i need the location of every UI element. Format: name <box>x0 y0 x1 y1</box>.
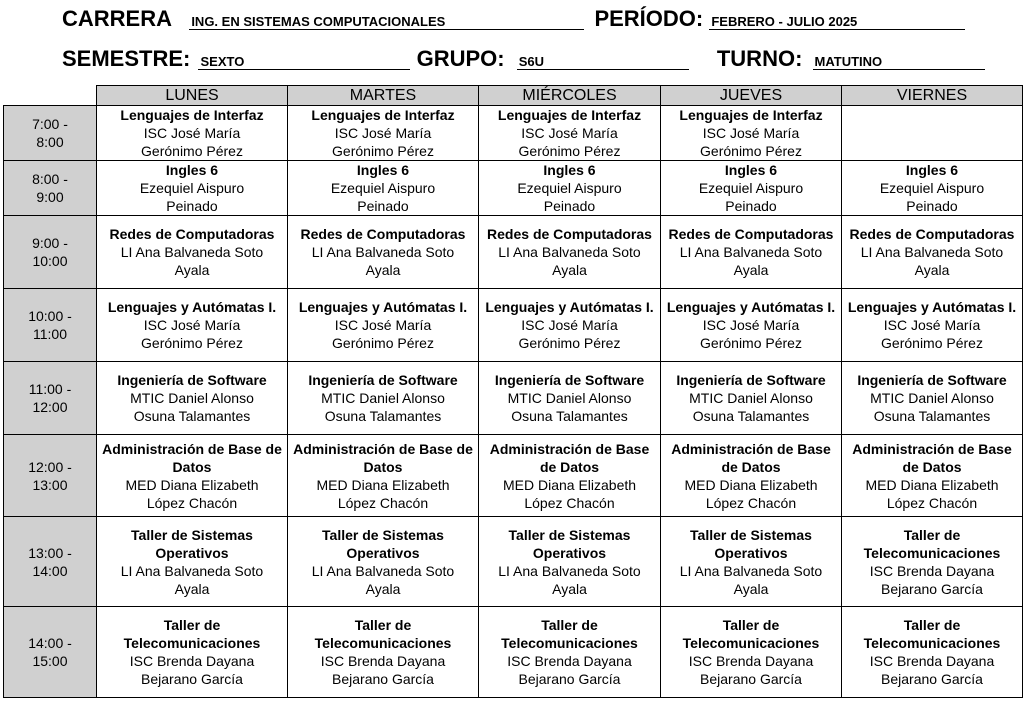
professor-name: ISC José María <box>334 317 432 333</box>
class-cell <box>661 106 842 161</box>
professor-name: LI Ana Balvaneda Soto <box>311 562 455 579</box>
professor-name: López Chacón <box>337 494 429 511</box>
schedule-row <box>4 216 1023 289</box>
time-slot <box>4 289 97 362</box>
professor-name: Gerónimo Pérez <box>332 335 434 351</box>
subject-name: Taller de Sistemas Operativos <box>508 526 631 561</box>
turno-value: MATUTINO <box>813 54 985 70</box>
schedule-row <box>4 362 1023 435</box>
subject-name: Ingles 6 <box>724 162 778 178</box>
class-cell <box>97 517 288 607</box>
subject-name: Ingeniería de Software <box>857 372 1007 388</box>
professor-name: López Chacón <box>705 494 797 511</box>
subject-name: Redes de Computadoras <box>668 226 834 242</box>
professor-name: ISC Brenda Dayana <box>507 653 632 669</box>
time-slot-line: 11:00 <box>33 326 67 342</box>
class-cell <box>288 607 479 698</box>
professor-name: Ayala <box>552 262 587 278</box>
subject-name: Ingles 6 <box>543 162 596 178</box>
class-cell <box>842 161 1023 216</box>
professor-name: Gerónimo Pérez <box>141 143 243 159</box>
professor-name: ISC José María <box>143 125 241 141</box>
class-cell <box>842 362 1023 435</box>
class-cell <box>661 362 842 435</box>
professor-name: LI Ana Balvaneda Soto <box>120 562 264 579</box>
header-row-2 <box>62 46 985 72</box>
professor-name: Bejarano García <box>518 671 621 687</box>
subject-name: Ingeniería de Software <box>494 372 645 388</box>
header-row-1 <box>62 6 965 32</box>
professor-name: Osuna Talamantes <box>133 408 251 424</box>
class-cell <box>661 607 842 698</box>
class-cell <box>842 517 1023 607</box>
professor-name: Bejarano García <box>141 671 243 687</box>
subject-name: Ingeniería de Software <box>676 372 826 388</box>
subject-name: Lenguajes de Interfaz <box>679 107 823 123</box>
professor-name: Bejarano García <box>332 671 434 687</box>
class-cell <box>479 161 661 216</box>
class-cell <box>288 435 479 517</box>
subject-name: Ingles 6 <box>165 162 219 178</box>
semestre-label: SEMESTRE: <box>62 46 191 71</box>
professor-name: ISC Brenda Dayana <box>688 653 814 669</box>
time-slot-line: 14:00 <box>32 562 68 579</box>
time-slot-line: 9:00 <box>36 189 64 205</box>
subject-name: Taller de Telecomunicaciones <box>501 617 638 651</box>
class-cell <box>479 435 661 517</box>
day-header: JUEVES <box>661 86 842 106</box>
class-cell <box>97 106 288 161</box>
subject-name: Taller de Telecomunicaciones <box>863 526 1001 561</box>
subject-name: Taller de Telecomunicaciones <box>314 617 452 651</box>
professor-name: Ayala <box>174 580 210 597</box>
subject-name: Lenguajes y Autómatas I. <box>485 299 654 315</box>
professor-name: Peinado <box>166 198 218 214</box>
subject-name: Administración de Base de Datos <box>489 440 650 475</box>
professor-name: Ayala <box>914 262 950 278</box>
professor-name: LI Ana Balvaneda Soto <box>498 244 641 260</box>
class-cell <box>288 362 479 435</box>
professor-name: MED Diana Elizabeth <box>865 476 999 493</box>
time-slot-line: 12:00 <box>32 399 68 415</box>
professor-name: Osuna Talamantes <box>692 408 810 424</box>
class-cell <box>479 607 661 698</box>
time-slot <box>4 517 97 607</box>
professor-name: Ezequiel Aispuro <box>879 180 985 196</box>
class-cell <box>479 362 661 435</box>
subject-name: Administración de Base de Datos <box>852 440 1012 475</box>
professor-name: Gerónimo Pérez <box>332 143 434 159</box>
class-cell <box>97 161 288 216</box>
class-cell <box>842 216 1023 289</box>
professor-name: Ayala <box>365 262 401 278</box>
schedule-table <box>3 85 1023 698</box>
day-header: VIERNES <box>842 86 1023 106</box>
subject-name: Administración de Base de Datos <box>671 440 831 475</box>
schedule-row <box>4 106 1023 161</box>
class-cell <box>479 517 661 607</box>
subject-name: Lenguajes y Autómatas I. <box>298 299 468 315</box>
professor-name: MTIC Daniel Alonso <box>870 390 994 406</box>
professor-name: Peinado <box>543 198 596 214</box>
professor-name: ISC Brenda Dayana <box>869 653 995 669</box>
class-cell <box>842 106 1023 161</box>
professor-name: Osuna Talamantes <box>873 408 991 424</box>
class-cell <box>661 216 842 289</box>
class-cell <box>288 289 479 362</box>
day-header: MIÉRCOLES <box>479 86 661 106</box>
schedule-row <box>4 289 1023 362</box>
time-slot <box>4 106 97 161</box>
professor-name: ISC José María <box>883 317 981 333</box>
professor-name: LI Ana Balvaneda Soto <box>679 244 823 260</box>
professor-name: Peinado <box>357 198 409 214</box>
time-slot-line: 8:00 - <box>32 171 68 187</box>
class-cell <box>97 289 288 362</box>
professor-name: Ezequiel Aispuro <box>330 180 436 196</box>
subject-name: Taller de Telecomunicaciones <box>682 617 820 651</box>
carrera-label: CARRERA <box>62 6 172 31</box>
professor-name: MTIC Daniel Alonso <box>507 390 632 406</box>
professor-name: Gerónimo Pérez <box>700 335 802 351</box>
periodo-label: PERÍODO: <box>594 6 704 31</box>
professor-name: ISC Brenda Dayana <box>320 653 446 669</box>
grupo-value: S6U <box>517 54 689 70</box>
subject-name: Lenguajes de Interfaz <box>311 107 455 123</box>
schedule-row <box>4 435 1023 517</box>
time-slot-line: 11:00 - <box>28 381 72 397</box>
professor-name: Gerónimo Pérez <box>518 335 621 351</box>
subject-name: Lenguajes y Autómatas I. <box>666 299 836 315</box>
class-cell <box>661 161 842 216</box>
time-slot-line: 7:00 - <box>32 116 68 132</box>
class-cell <box>97 216 288 289</box>
professor-name: MTIC Daniel Alonso <box>130 390 254 406</box>
professor-name: Bejarano García <box>881 580 983 597</box>
professor-name: LI Ana Balvaneda Soto <box>679 562 823 579</box>
subject-name: Administración de Base de Datos <box>102 440 282 475</box>
subject-name: Taller de Sistemas Operativos <box>690 526 812 561</box>
professor-name: ISC José María <box>143 317 241 333</box>
time-slot <box>4 607 97 698</box>
professor-name: Ayala <box>552 580 587 597</box>
time-slot <box>4 161 97 216</box>
corner-cell <box>4 86 97 106</box>
time-slot-line: 10:00 <box>32 253 68 269</box>
professor-name: ISC José María <box>521 125 618 141</box>
class-cell <box>661 517 842 607</box>
grupo-label: GRUPO: <box>416 46 505 71</box>
professor-name: Gerónimo Pérez <box>700 143 802 159</box>
subject-name: Taller de Sistemas Operativos <box>322 526 444 561</box>
class-cell <box>479 289 661 362</box>
professor-name: Osuna Talamantes <box>511 408 628 424</box>
subject-name: Taller de Telecomunicaciones <box>123 617 261 651</box>
professor-name: MED Diana Elizabeth <box>316 476 450 493</box>
subject-name: Ingles 6 <box>356 162 410 178</box>
professor-name: Ayala <box>365 580 401 597</box>
subject-name: Redes de Computadoras <box>849 226 1015 242</box>
subject-name: Ingeniería de Software <box>308 372 458 388</box>
day-header-row <box>4 86 1023 106</box>
professor-name: ISC Brenda Dayana <box>129 653 255 669</box>
professor-name: MTIC Daniel Alonso <box>321 390 445 406</box>
subject-name: Lenguajes y Autómatas I. <box>107 299 277 315</box>
time-slot-line: 9:00 - <box>32 235 68 251</box>
subject-name: Taller de Telecomunicaciones <box>863 617 1001 651</box>
professor-name: Gerónimo Pérez <box>141 335 243 351</box>
schedule-row <box>4 607 1023 698</box>
time-slot <box>4 216 97 289</box>
professor-name: LI Ana Balvaneda Soto <box>498 562 641 579</box>
class-cell <box>842 435 1023 517</box>
class-cell <box>479 216 661 289</box>
professor-name: Ezequiel Aispuro <box>698 180 804 196</box>
subject-name: Taller de Sistemas Operativos <box>131 526 253 561</box>
professor-name: Peinado <box>725 198 777 214</box>
class-cell <box>661 435 842 517</box>
subject-name: Ingeniería de Software <box>117 372 267 388</box>
day-header: LUNES <box>97 86 288 106</box>
professor-name: Ayala <box>733 580 769 597</box>
professor-name: Bejarano García <box>881 671 983 687</box>
professor-name: Ayala <box>174 262 210 278</box>
subject-name: Redes de Computadoras <box>109 226 275 242</box>
professor-name: ISC José María <box>334 125 432 141</box>
time-slot <box>4 435 97 517</box>
time-slot-line: 13:00 <box>32 476 68 493</box>
subject-name: Ingles 6 <box>905 162 959 178</box>
professor-name: LI Ana Balvaneda Soto <box>120 244 264 260</box>
day-header: MARTES <box>288 86 479 106</box>
professor-name: Bejarano García <box>700 671 802 687</box>
time-slot-line: 14:00 - <box>28 635 72 651</box>
schedule-row <box>4 161 1023 216</box>
professor-name: Gerónimo Pérez <box>518 143 621 159</box>
professor-name: López Chacón <box>146 494 238 511</box>
periodo-value: FEBRERO - JULIO 2025 <box>709 14 965 30</box>
professor-name: Ezequiel Aispuro <box>139 180 245 196</box>
time-slot-line: 10:00 - <box>28 308 72 324</box>
class-cell <box>288 106 479 161</box>
class-cell <box>97 607 288 698</box>
time-slot <box>4 362 97 435</box>
professor-name: Ezequiel Aispuro <box>517 180 622 196</box>
class-cell <box>479 106 661 161</box>
subject-name: Lenguajes y Autómatas I. <box>847 299 1017 315</box>
class-cell <box>97 435 288 517</box>
schedule-row <box>4 517 1023 607</box>
professor-name: LI Ana Balvaneda Soto <box>311 244 455 260</box>
professor-name: Gerónimo Pérez <box>881 335 983 351</box>
professor-name: MED Diana Elizabeth <box>684 476 818 493</box>
professor-name: MTIC Daniel Alonso <box>689 390 813 406</box>
subject-name: Administración de Base de Datos <box>293 440 473 475</box>
time-slot-line: 12:00 - <box>28 458 72 475</box>
class-cell <box>288 517 479 607</box>
subject-name: Lenguajes de Interfaz <box>497 107 642 123</box>
professor-name: Osuna Talamantes <box>324 408 442 424</box>
class-cell <box>842 289 1023 362</box>
professor-name: López Chacón <box>524 494 615 511</box>
semestre-value: SEXTO <box>198 54 410 70</box>
class-cell <box>661 289 842 362</box>
professor-name: LI Ana Balvaneda Soto <box>860 244 1004 260</box>
class-cell <box>288 216 479 289</box>
professor-name: Ayala <box>733 262 769 278</box>
subject-name: Redes de Computadoras <box>487 226 652 242</box>
time-slot-line: 15:00 <box>32 653 68 669</box>
professor-name: ISC José María <box>702 125 800 141</box>
class-cell <box>97 362 288 435</box>
professor-name: Peinado <box>906 198 958 214</box>
carrera-value: ING. EN SISTEMAS COMPUTACIONALES <box>189 14 584 30</box>
class-cell <box>288 161 479 216</box>
time-slot-line: 8:00 <box>36 134 64 150</box>
professor-name: López Chacón <box>886 494 978 511</box>
professor-name: ISC Brenda Dayana <box>869 562 995 579</box>
professor-name: MED Diana Elizabeth <box>125 476 259 493</box>
subject-name: Redes de Computadoras <box>300 226 466 242</box>
professor-name: ISC José María <box>702 317 800 333</box>
time-slot-line: 13:00 - <box>28 544 72 561</box>
class-cell <box>842 607 1023 698</box>
professor-name: ISC José María <box>521 317 618 333</box>
turno-label: TURNO: <box>716 46 803 71</box>
professor-name: MED Diana Elizabeth <box>502 476 637 493</box>
subject-name: Lenguajes de Interfaz <box>120 107 264 123</box>
